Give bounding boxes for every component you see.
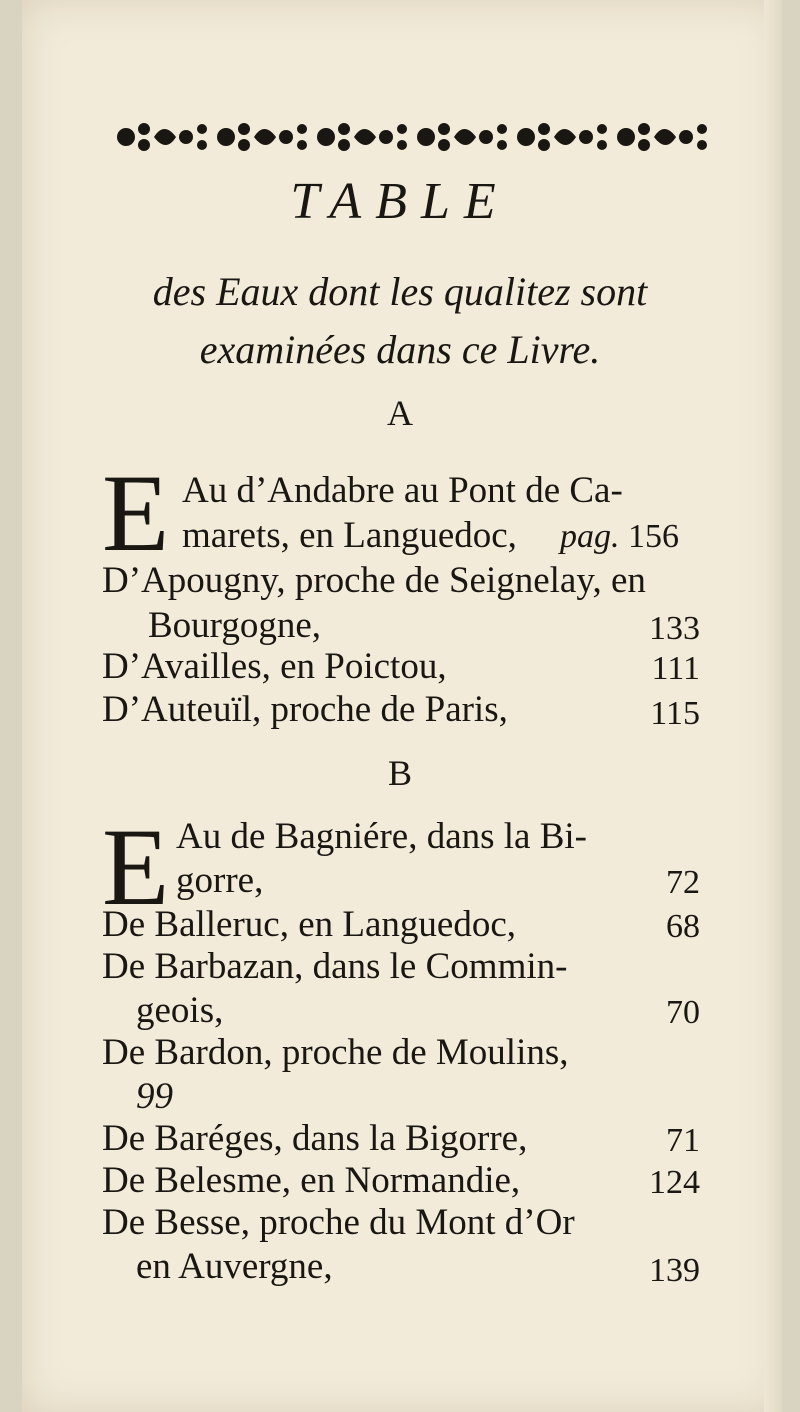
entry-line: De Belesme, en Normandie,: [102, 1160, 521, 1201]
entry-line: De Baréges, dans la Bigorre,: [102, 1118, 528, 1159]
page-number: pag. 156: [560, 518, 679, 555]
entry-line: Bourgogne,: [148, 605, 322, 646]
subtitle-line-2: examinées dans ce Livre.: [199, 327, 601, 372]
entry-line: geois,: [136, 990, 224, 1031]
entry-line: D’Availles, en Poictou,: [102, 646, 447, 687]
page-number: 72: [666, 864, 700, 901]
entry-line: De Balleruc, en Languedoc,: [102, 904, 517, 945]
page-number: 124: [649, 1164, 700, 1201]
page-number: 133: [649, 610, 700, 647]
entry-line: Au de Bagniére, dans la Bi-: [176, 816, 587, 857]
entry-line: gorre,: [176, 860, 264, 901]
section-letter-a: A: [387, 393, 413, 433]
entry-line: De Bardon, proche de Moulins,: [102, 1032, 569, 1073]
entry-line: De Besse, proche du Mont d’Or: [102, 1202, 575, 1243]
entry-line: D’Apougny, proche de Seignelay, en: [102, 560, 646, 601]
section-letter-b: B: [387, 753, 412, 793]
entry-line: De Barbazan, dans le Commin-: [102, 946, 568, 987]
page-number: 70: [666, 994, 700, 1031]
entry-line: marets, en Languedoc,: [182, 515, 517, 556]
dropcap-a: E: [102, 452, 170, 574]
page-title: TABLE: [290, 173, 510, 230]
entry-line: D’Auteuïl, proche de Paris,: [102, 689, 508, 730]
page-number: 139: [649, 1252, 700, 1289]
dropcap-b: E: [102, 806, 170, 928]
page-number: 71: [666, 1122, 700, 1159]
printer-ornament-band: [108, 115, 708, 159]
page-number: 111: [651, 650, 700, 687]
page-number: 68: [666, 908, 700, 945]
subtitle-line-1: des Eaux dont les qualitez sont: [152, 269, 648, 314]
page-number: 115: [650, 695, 700, 732]
entry-line: 99: [136, 1076, 173, 1117]
entry-line: Au d’Andabre au Pont de Ca-: [182, 470, 623, 511]
entry-line: en Auvergne,: [136, 1246, 333, 1287]
